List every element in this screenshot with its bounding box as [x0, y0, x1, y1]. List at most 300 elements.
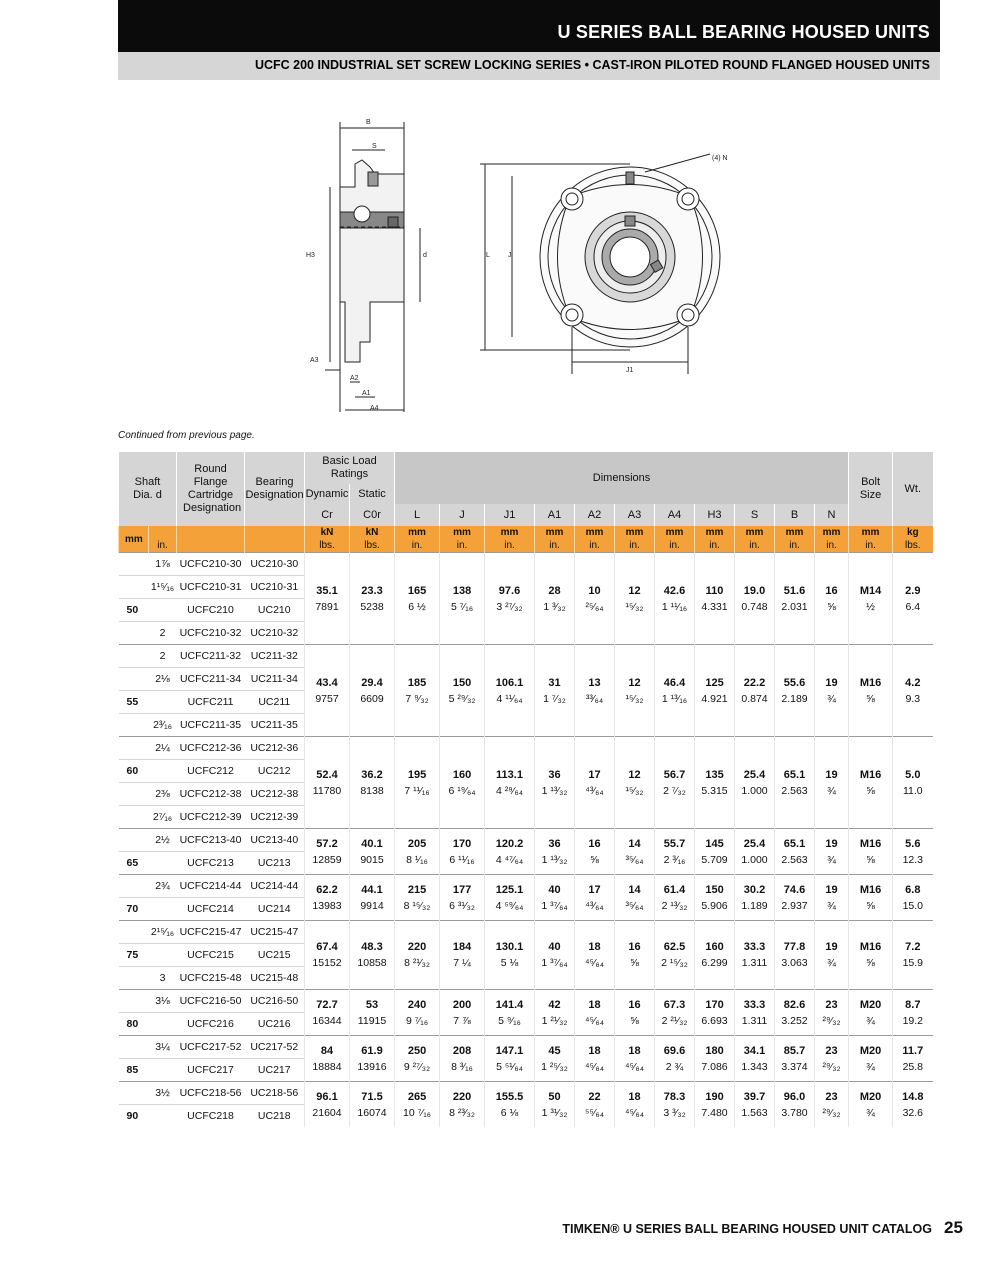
col-dim-j: J: [440, 504, 485, 526]
value-imperial: ¹⁵⁄₃₂: [625, 600, 644, 613]
bearing-designation: UC210-32: [245, 622, 305, 645]
value-metric: 170: [452, 837, 472, 850]
size-group: [119, 875, 933, 921]
value-imperial: 0.748: [741, 600, 768, 613]
value-n: [815, 921, 849, 990]
catalog-footer: TIMKEN® U SERIES BALL BEARING HOUSED UNIT CATALOG: [562, 1222, 932, 1236]
value-imperial: ⅝: [866, 692, 875, 705]
value-metric: 4.2: [905, 676, 921, 689]
unit-dim-a1-metric: mm: [545, 527, 564, 538]
front-view: [480, 154, 720, 374]
value-bolt: [849, 645, 893, 737]
flange-designation: UCFC216: [177, 1013, 245, 1036]
value-imperial: ⅝: [866, 899, 875, 912]
value-imperial: 7 ¹¹⁄₁₆: [404, 784, 430, 797]
value-j1: [485, 875, 535, 921]
value-metric: 36: [548, 837, 561, 850]
value-metric: 29.4: [361, 676, 383, 689]
page-number: 25: [944, 1218, 963, 1237]
value-metric: 135: [705, 768, 724, 781]
value-metric: 22.2: [743, 676, 766, 689]
value-metric: 125: [705, 676, 724, 689]
value-cr: [305, 829, 350, 875]
side-view: [325, 122, 420, 412]
value-imperial: ⅝: [630, 957, 639, 969]
shaft-inch: 2⁷⁄₁₆: [149, 806, 177, 829]
value-imperial: 6 ⅛: [500, 1106, 519, 1119]
unit-shaft-in-text: in.: [157, 540, 168, 551]
unit-cr-imperial: lbs.: [319, 540, 335, 551]
value-metric: 5.6: [905, 837, 921, 850]
value-metric: 160: [452, 768, 472, 781]
value-imperial: ⁴⁵⁄₆₄: [624, 1106, 645, 1119]
value-metric: 35.1: [316, 584, 338, 597]
value-n: [815, 1082, 849, 1128]
value-imperial: 1 ¹³⁄₃₂: [541, 784, 568, 797]
value-metric: 74.6: [783, 883, 806, 896]
value-j: [440, 1082, 485, 1128]
value-metric: 55.6: [783, 676, 806, 689]
shaft-mm: [119, 668, 149, 691]
value-j1: [485, 829, 535, 875]
shaft-mm: 85: [119, 1059, 149, 1082]
value-j1: [485, 921, 535, 990]
shaft-inch: 3¼: [149, 1036, 177, 1059]
value-a3: [615, 737, 655, 829]
value-metric: 113.1: [496, 768, 523, 781]
value-metric: 96.0: [783, 1090, 806, 1103]
value-cr: [305, 1036, 350, 1082]
value-a2: [575, 990, 615, 1036]
unit-dim-j1-imperial: in.: [504, 540, 515, 551]
value-imperial: ³⁵⁄₆₄: [625, 853, 644, 866]
table-row: [119, 921, 933, 944]
value-metric: 48.3: [361, 941, 383, 953]
value-metric: 125.1: [495, 883, 524, 896]
value-metric: M16: [859, 768, 882, 781]
value-metric: 57.2: [316, 837, 338, 850]
shaft-mm: [119, 967, 149, 990]
bearing-designation: UC212: [245, 760, 305, 783]
value-metric: 65.1: [783, 837, 806, 850]
value-imperial: ⁴⁵⁄₆₄: [584, 957, 605, 969]
shaft-mm: 60: [119, 760, 149, 783]
value-imperial: ³³⁄₆₄: [585, 692, 604, 705]
value-a1: [535, 990, 575, 1036]
shaft-inch: 3⅛: [149, 990, 177, 1013]
size-group: [119, 1082, 933, 1128]
series-subtitle: UCFC 200 INDUSTRIAL SET SCREW LOCKING SERIES • CAST-IRON PILOTED ROUND FLANGED HOUSED UNITS: [254, 58, 930, 72]
value-bolt: [849, 553, 893, 645]
value-imperial: 13983: [312, 899, 342, 912]
value-cr: [305, 1082, 350, 1128]
value-imperial: 1.189: [741, 899, 768, 912]
shaft-mm: [119, 875, 149, 898]
bearing-designation: UC216: [245, 1013, 305, 1036]
value-j: [440, 829, 485, 875]
value-a4: [655, 737, 695, 829]
unit-dim-h3-metric: mm: [705, 527, 724, 538]
col-dimensions: Dimensions: [395, 452, 849, 504]
value-metric: 77.8: [783, 941, 806, 953]
value-imperial: ¾: [866, 1014, 875, 1027]
unit-dim-l: [395, 526, 440, 553]
value-a4: [655, 875, 695, 921]
flange-designation: UCFC210-32: [177, 622, 245, 645]
shaft-inch: 2¼: [149, 737, 177, 760]
flange-designation: UCFC215: [177, 944, 245, 967]
value-imperial: 6609: [360, 692, 384, 705]
value-imperial: 0.874: [741, 692, 768, 705]
value-metric: 42: [548, 998, 561, 1011]
value-imperial: 3.252: [781, 1014, 808, 1027]
value-imperial: 4 ⁵⁹⁄₆₄: [495, 899, 524, 912]
value-imperial: 21604: [312, 1106, 342, 1119]
value-j: [440, 553, 485, 645]
value-metric: 55.7: [663, 837, 686, 850]
value-metric: 19: [825, 676, 838, 689]
value-metric: 62.2: [316, 883, 338, 896]
value-imperial: 2.563: [781, 784, 808, 797]
unit-dim-j: [440, 526, 485, 553]
value-imperial: 2 ²¹⁄₃₂: [661, 1014, 688, 1027]
value-metric: 14: [628, 837, 641, 850]
bearing-designation: UC216-50: [245, 990, 305, 1013]
unit-flange-blank: [177, 526, 245, 553]
value-imperial: 7891: [315, 600, 339, 613]
value-imperial: 6.693: [701, 1014, 728, 1027]
value-a4: [655, 990, 695, 1036]
value-bolt: [849, 1082, 893, 1128]
value-a1: [535, 553, 575, 645]
value-j1: [485, 553, 535, 645]
value-metric: 14: [628, 883, 641, 896]
value-j: [440, 990, 485, 1036]
value-s: [735, 1082, 775, 1128]
value-imperial: 2 ¹⁵⁄₃₂: [661, 957, 688, 969]
value-imperial: ¹⁵⁄₃₂: [625, 784, 644, 797]
value-l: [395, 921, 440, 990]
value-imperial: 1 ²⁵⁄₃₂: [541, 1060, 568, 1073]
value-imperial: 3.063: [781, 957, 808, 969]
value-cor: [350, 875, 395, 921]
value-imperial: 5 ⁵¹⁄₆₄: [496, 1060, 523, 1073]
value-imperial: 3.374: [781, 1060, 808, 1073]
unit-cor-imperial: lbs.: [364, 540, 380, 551]
value-a2: [575, 645, 615, 737]
value-a3: [615, 1082, 655, 1128]
value-a3: [615, 553, 655, 645]
value-metric: M16: [859, 676, 882, 689]
bearing-designation: UC212-38: [245, 783, 305, 806]
value-s: [735, 990, 775, 1036]
value-b: [775, 875, 815, 921]
shaft-inch: 3½: [149, 1082, 177, 1105]
value-imperial: ⅝: [866, 957, 875, 969]
shaft-mm: 80: [119, 1013, 149, 1036]
bearing-designation: UC212-39: [245, 806, 305, 829]
dim-label-a3: A3: [310, 357, 319, 364]
value-metric: 25.4: [743, 837, 766, 850]
value-imperial: ⁴⁵⁄₆₄: [624, 1060, 645, 1073]
flange-designation: UCFC218: [177, 1105, 245, 1128]
flange-designation: UCFC213: [177, 852, 245, 875]
dim-label-a4: A4: [370, 405, 379, 412]
value-h3: [695, 921, 735, 990]
value-metric: 42.6: [663, 584, 686, 597]
value-metric: 71.5: [361, 1090, 383, 1103]
value-imperial: ⅝: [866, 784, 875, 797]
unit-wt: [893, 526, 933, 553]
value-bolt: [849, 737, 893, 829]
value-s: [735, 921, 775, 990]
value-imperial: 8138: [360, 784, 384, 797]
shaft-inch: [149, 1013, 177, 1036]
value-n: [815, 990, 849, 1036]
value-metric: 141.4: [495, 998, 524, 1011]
shaft-mm: 75: [119, 944, 149, 967]
value-metric: 19: [825, 768, 838, 781]
value-h3: [695, 1082, 735, 1128]
value-imperial: 1 ³¹⁄₃₂: [541, 1106, 568, 1119]
value-metric: 11.7: [902, 1044, 924, 1057]
value-imperial: 5.315: [701, 784, 728, 797]
value-imperial: 6 ¹⁹⁄₆₄: [448, 784, 476, 797]
value-metric: 240: [407, 998, 427, 1011]
value-imperial: 3.780: [781, 1106, 808, 1119]
value-metric: 40: [548, 941, 561, 953]
col-dim-h3: H3: [695, 504, 735, 526]
value-metric: 43.4: [316, 676, 338, 689]
shaft-mm: [119, 714, 149, 737]
value-a3: [615, 921, 655, 990]
bearing-designation: UC210-30: [245, 553, 305, 576]
value-imperial: 12.3: [902, 853, 924, 866]
value-imperial: 9757: [315, 692, 339, 705]
value-metric: 185: [407, 676, 427, 689]
value-imperial: 6.299: [701, 957, 728, 969]
value-metric: 69.6: [663, 1044, 686, 1057]
value-imperial: 11915: [357, 1014, 387, 1027]
value-cr: [305, 990, 350, 1036]
unit-dim-a4: [655, 526, 695, 553]
value-l: [395, 553, 440, 645]
value-imperial: ²⁹⁄₃₂: [822, 1106, 841, 1119]
shaft-mm: 90: [119, 1105, 149, 1128]
value-metric: 67.3: [663, 998, 686, 1011]
unit-cr: [305, 526, 350, 553]
value-metric: 23: [825, 998, 838, 1011]
shaft-inch: [149, 852, 177, 875]
value-metric: 6.8: [905, 883, 921, 896]
unit-dim-j-metric: mm: [453, 527, 471, 538]
value-imperial: 4.921: [701, 692, 728, 705]
value-imperial: 1.343: [741, 1060, 768, 1073]
value-metric: 7.2: [905, 941, 921, 953]
col-cor: C0r: [350, 504, 395, 526]
value-j: [440, 645, 485, 737]
value-imperial: ¾: [866, 1060, 875, 1073]
unit-bolt-imperial: in.: [865, 540, 876, 551]
value-metric: 61.9: [361, 1044, 383, 1057]
value-bolt: [849, 829, 893, 875]
value-imperial: 7 ⁹⁄₃₂: [405, 692, 429, 705]
value-cor: [350, 921, 395, 990]
value-a1: [535, 1082, 575, 1128]
value-metric: 150: [452, 676, 472, 689]
value-a4: [655, 553, 695, 645]
value-imperial: 2.189: [781, 692, 808, 705]
series-title-bar: [118, 0, 940, 52]
value-imperial: 1 ⁷⁄₃₂: [543, 692, 566, 705]
bearing-designation: UC210-31: [245, 576, 305, 599]
dim-label-j: J: [508, 252, 512, 259]
table-row: [119, 737, 933, 760]
value-metric: 53: [365, 998, 379, 1011]
value-metric: 180: [705, 1044, 724, 1057]
value-l: [395, 990, 440, 1036]
value-metric: 14.8: [902, 1090, 924, 1103]
value-imperial: 19.2: [902, 1014, 924, 1027]
value-l: [395, 875, 440, 921]
value-imperial: 8 ³⁄₁₆: [451, 1060, 473, 1073]
flange-designation: UCFC212-39: [177, 806, 245, 829]
table-row: [119, 1036, 933, 1059]
value-metric: 165: [407, 584, 427, 597]
shaft-inch: 2: [149, 622, 177, 645]
value-imperial: 16344: [312, 1014, 342, 1027]
value-h3: [695, 645, 735, 737]
value-metric: 10: [588, 584, 601, 597]
value-imperial: 5 ⅛: [500, 957, 519, 969]
flange-designation: UCFC213-40: [177, 829, 245, 852]
value-metric: M20: [859, 1090, 882, 1103]
value-metric: 147.1: [495, 1044, 524, 1057]
shaft-inch: [149, 944, 177, 967]
value-metric: 190: [705, 1090, 724, 1103]
shaft-mm: [119, 829, 149, 852]
unit-dim-a1-imperial: in.: [549, 540, 560, 551]
value-l: [395, 829, 440, 875]
value-h3: [695, 990, 735, 1036]
value-metric: 208: [452, 1044, 472, 1057]
bearing-designation: UC215: [245, 944, 305, 967]
value-metric: 17: [588, 883, 601, 896]
value-a1: [535, 1036, 575, 1082]
size-group: [119, 921, 933, 990]
value-imperial: 1 ³⁷⁄₆₄: [541, 957, 568, 969]
unit-dim-b-metric: mm: [785, 527, 804, 538]
value-imperial: 15.0: [902, 899, 924, 912]
value-wt: [893, 875, 933, 921]
value-imperial: 18884: [312, 1060, 342, 1073]
value-bolt: [849, 1036, 893, 1082]
value-j1: [485, 645, 535, 737]
value-imperial: 1 ²¹⁄₃₂: [541, 1014, 568, 1027]
value-metric: 5.0: [905, 768, 921, 781]
unit-dim-s-imperial: in.: [749, 540, 760, 551]
value-imperial: 2 ⁷⁄₃₂: [663, 784, 686, 797]
value-metric: 44.1: [361, 883, 383, 896]
value-metric: 220: [407, 941, 427, 953]
value-metric: 52.4: [316, 768, 338, 781]
unit-dim-s: [735, 526, 775, 553]
value-bolt: [849, 875, 893, 921]
col-flange: Round Flange Cartridge Designation: [177, 452, 245, 526]
value-wt: [893, 737, 933, 829]
bearing-designation: UC214: [245, 898, 305, 921]
flange-designation: UCFC218-56: [177, 1082, 245, 1105]
dim-label-j1: J1: [626, 367, 634, 374]
unit-bearing-blank: [245, 526, 305, 553]
value-metric: 82.6: [783, 998, 806, 1011]
size-group: [119, 645, 933, 737]
value-j1: [485, 990, 535, 1036]
value-metric: 250: [407, 1044, 427, 1057]
shaft-inch: 2³⁄₁₆: [149, 714, 177, 737]
value-imperial: 7.480: [701, 1106, 728, 1119]
value-imperial: 10858: [357, 957, 387, 969]
value-imperial: ¾: [827, 957, 836, 969]
unit-dim-n: [815, 526, 849, 553]
value-imperial: 1 ¹³⁄₃₂: [541, 853, 568, 866]
value-metric: 155.5: [495, 1090, 524, 1103]
value-s: [735, 875, 775, 921]
value-metric: 220: [452, 1090, 472, 1103]
value-imperial: ⁴⁵⁄₆₄: [584, 1014, 605, 1027]
value-metric: 12: [628, 584, 641, 597]
unit-shaft-in: [149, 526, 177, 553]
value-metric: 23.3: [361, 584, 383, 597]
value-imperial: 3 ²⁷⁄₃₂: [496, 600, 523, 613]
value-imperial: ⁴⁵⁄₆₄: [584, 1060, 605, 1073]
unit-dim-a4-metric: mm: [665, 527, 684, 538]
col-dim-s: S: [735, 504, 775, 526]
bearing-designation: UC215-48: [245, 967, 305, 990]
shaft-inch: 2⅛: [149, 668, 177, 691]
value-cor: [350, 737, 395, 829]
col-static: Static: [350, 484, 395, 504]
value-imperial: 5.906: [701, 899, 728, 912]
value-a3: [615, 1036, 655, 1082]
value-metric: 39.7: [743, 1090, 766, 1103]
shaft-mm: 55: [119, 691, 149, 714]
value-metric: 36: [548, 768, 561, 781]
value-metric: 205: [407, 837, 427, 850]
col-dim-j1: J1: [485, 504, 535, 526]
dim-label-b: B: [366, 119, 371, 126]
value-metric: 110: [705, 584, 724, 597]
value-imperial: 9 ⁷⁄₁₆: [405, 1014, 429, 1027]
unit-dim-l-metric: mm: [408, 527, 426, 538]
value-imperial: ⁵⁵⁄₆₄: [585, 1106, 604, 1119]
table-row: [119, 875, 933, 898]
dim-label-a2: A2: [350, 375, 359, 382]
shaft-inch: [149, 599, 177, 622]
value-imperial: 2 ¾: [665, 1060, 684, 1073]
value-a3: [615, 645, 655, 737]
value-metric: 36.2: [361, 768, 383, 781]
value-imperial: 2 ³⁄₁₆: [663, 853, 686, 866]
bearing-designation: UC218-56: [245, 1082, 305, 1105]
value-wt: [893, 829, 933, 875]
value-imperial: ³⁵⁄₆₄: [625, 899, 644, 912]
value-n: [815, 1036, 849, 1082]
flange-designation: UCFC212: [177, 760, 245, 783]
value-metric: 19: [825, 941, 838, 953]
value-imperial: 9015: [360, 853, 384, 866]
col-dim-a2: A2: [575, 504, 615, 526]
